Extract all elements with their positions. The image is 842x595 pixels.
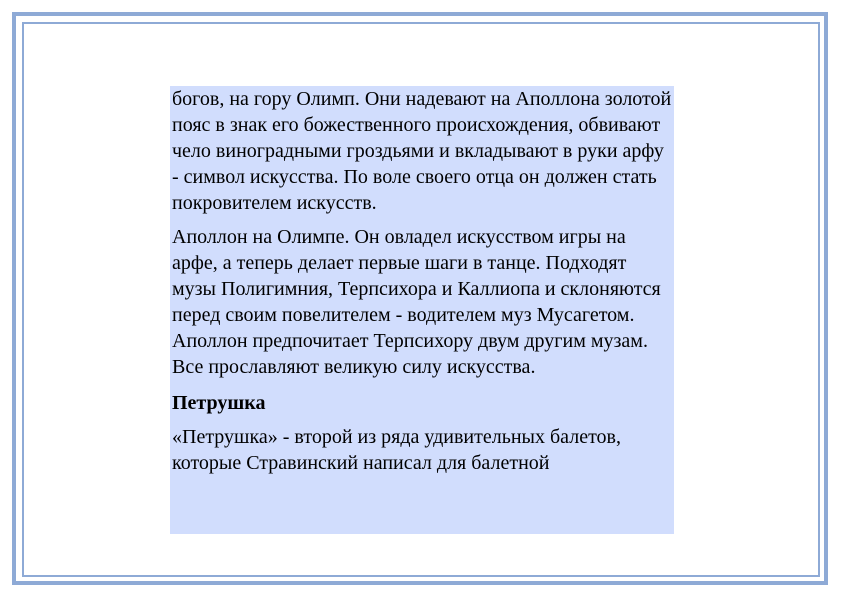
- paragraph-petrushka: «Петрушка» - второй из ряда удивительных балетов, которые Стравинский написал для балетной: [172, 426, 622, 474]
- paragraph-apollo-gifts: богов, на гору Олимп. Они надевают на Аполлона золотой пояс в знак его божественного происхождения, обвивают чело виноградными гроздьями и вкладывают в руки арфу - символ искусства. По воле своего отца он должен стать покровителем искусств.: [172, 88, 672, 214]
- text-box: [170, 86, 674, 534]
- section-heading: Петрушка: [172, 392, 266, 414]
- paragraph-apollo-olympus: Аполлон на Олимпе. Он овладел искусством игры на арфе, а теперь делает первые шаги в танце. Подходят музы Полигимния, Терпсихора и Каллиопа и склоняются перед своим повелителем - водителем муз Мусагетом. Аполлон предпочитает Терпсихору двум другим музам. Все прославляют великую силу искусства.: [172, 226, 661, 378]
